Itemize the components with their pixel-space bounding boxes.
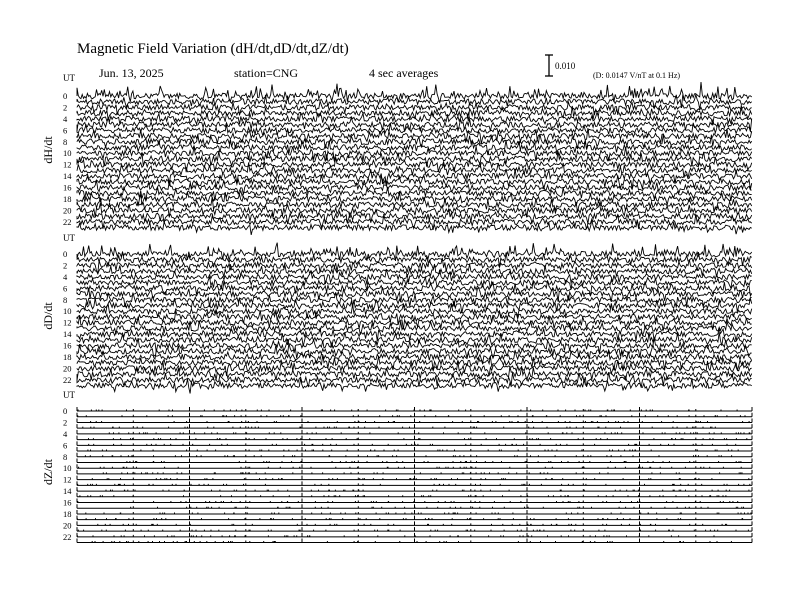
trace-ticks	[77, 516, 752, 520]
row-label: 10	[63, 306, 72, 317]
row-label: 16	[63, 497, 72, 508]
trace-ticks	[77, 413, 752, 417]
row-label: 8	[63, 136, 68, 147]
trace-ticks	[77, 424, 752, 428]
panel-ylabel: dZ/dt	[41, 459, 55, 485]
row-label: 22	[63, 531, 72, 542]
scale-bar-value: 0.010	[555, 61, 576, 71]
averaging-label: 4 sec averages	[369, 66, 439, 80]
trace-ticks	[77, 453, 752, 457]
row-label: 14	[63, 486, 72, 497]
row-label: 12	[63, 317, 72, 328]
date-label: Jun. 13, 2025	[99, 66, 164, 80]
panel-dZ-dt	[41, 390, 752, 543]
row-label: 14	[63, 171, 72, 182]
row-label: 6	[63, 283, 68, 294]
ut-axis-title: UT	[63, 390, 75, 400]
row-label: 18	[63, 193, 72, 204]
row-label: 10	[63, 463, 72, 474]
row-label: 0	[63, 406, 68, 416]
trace-ticks	[77, 533, 752, 537]
row-label: 10	[63, 148, 72, 159]
row-label: 2	[63, 417, 68, 428]
row-label: 18	[63, 508, 72, 519]
trace-line	[77, 220, 752, 235]
trace-ticks	[77, 430, 752, 434]
trace-ticks	[77, 458, 752, 462]
row-label: 2	[63, 260, 68, 271]
row-label: 18	[63, 351, 72, 362]
row-label: 20	[63, 520, 72, 531]
trace-ticks	[77, 493, 752, 497]
trace-ticks	[77, 464, 752, 468]
panel-ylabel: dH/dt	[41, 136, 55, 164]
trace-ticks	[77, 521, 752, 525]
row-label: 12	[63, 159, 72, 170]
row-label: 20	[63, 363, 72, 374]
row-label: 8	[63, 451, 68, 462]
trace-ticks	[77, 481, 752, 485]
trace-ticks	[77, 476, 752, 480]
trace-ticks	[77, 499, 752, 503]
ut-axis-title: UT	[63, 73, 75, 83]
trace-ticks	[77, 407, 752, 411]
row-label: 22	[63, 216, 72, 227]
trace-ticks	[77, 504, 752, 508]
trace-ticks	[77, 436, 752, 440]
trace-ticks	[77, 441, 752, 445]
panel-ylabel: dD/dt	[41, 302, 55, 330]
trace-line	[77, 366, 752, 380]
row-label: 16	[63, 340, 72, 351]
row-label: 22	[63, 374, 72, 385]
panel-dD-dt	[41, 233, 752, 394]
trace-ticks	[77, 447, 752, 451]
scale-note: (D: 0.0147 V/nT at 0.1 Hz)	[593, 71, 681, 80]
panels-group	[41, 73, 752, 543]
row-label: 0	[63, 91, 68, 101]
row-label: 6	[63, 440, 68, 451]
chart-title: Magnetic Field Variation (dH/dt,dD/dt,dZ/dt)	[77, 41, 349, 57]
ut-axis-title: UT	[63, 233, 75, 243]
row-label: 0	[63, 249, 68, 259]
trace-ticks	[77, 470, 752, 474]
row-label: 16	[63, 182, 72, 193]
row-label: 12	[63, 474, 72, 485]
row-label: 4	[63, 113, 68, 124]
scale-bar	[545, 55, 576, 76]
trace-ticks	[77, 487, 752, 491]
row-label: 4	[63, 428, 68, 439]
panel-dH-dt	[41, 73, 752, 235]
row-label: 6	[63, 125, 68, 136]
station-label: station=CNG	[234, 66, 299, 80]
trace-ticks	[77, 527, 752, 531]
row-label: 2	[63, 102, 68, 113]
row-label: 4	[63, 271, 68, 282]
row-label: 8	[63, 294, 68, 305]
trace-ticks	[77, 510, 752, 514]
row-label: 14	[63, 329, 72, 340]
row-label: 20	[63, 205, 72, 216]
trace-ticks	[77, 418, 752, 422]
trace-ticks	[77, 539, 752, 543]
